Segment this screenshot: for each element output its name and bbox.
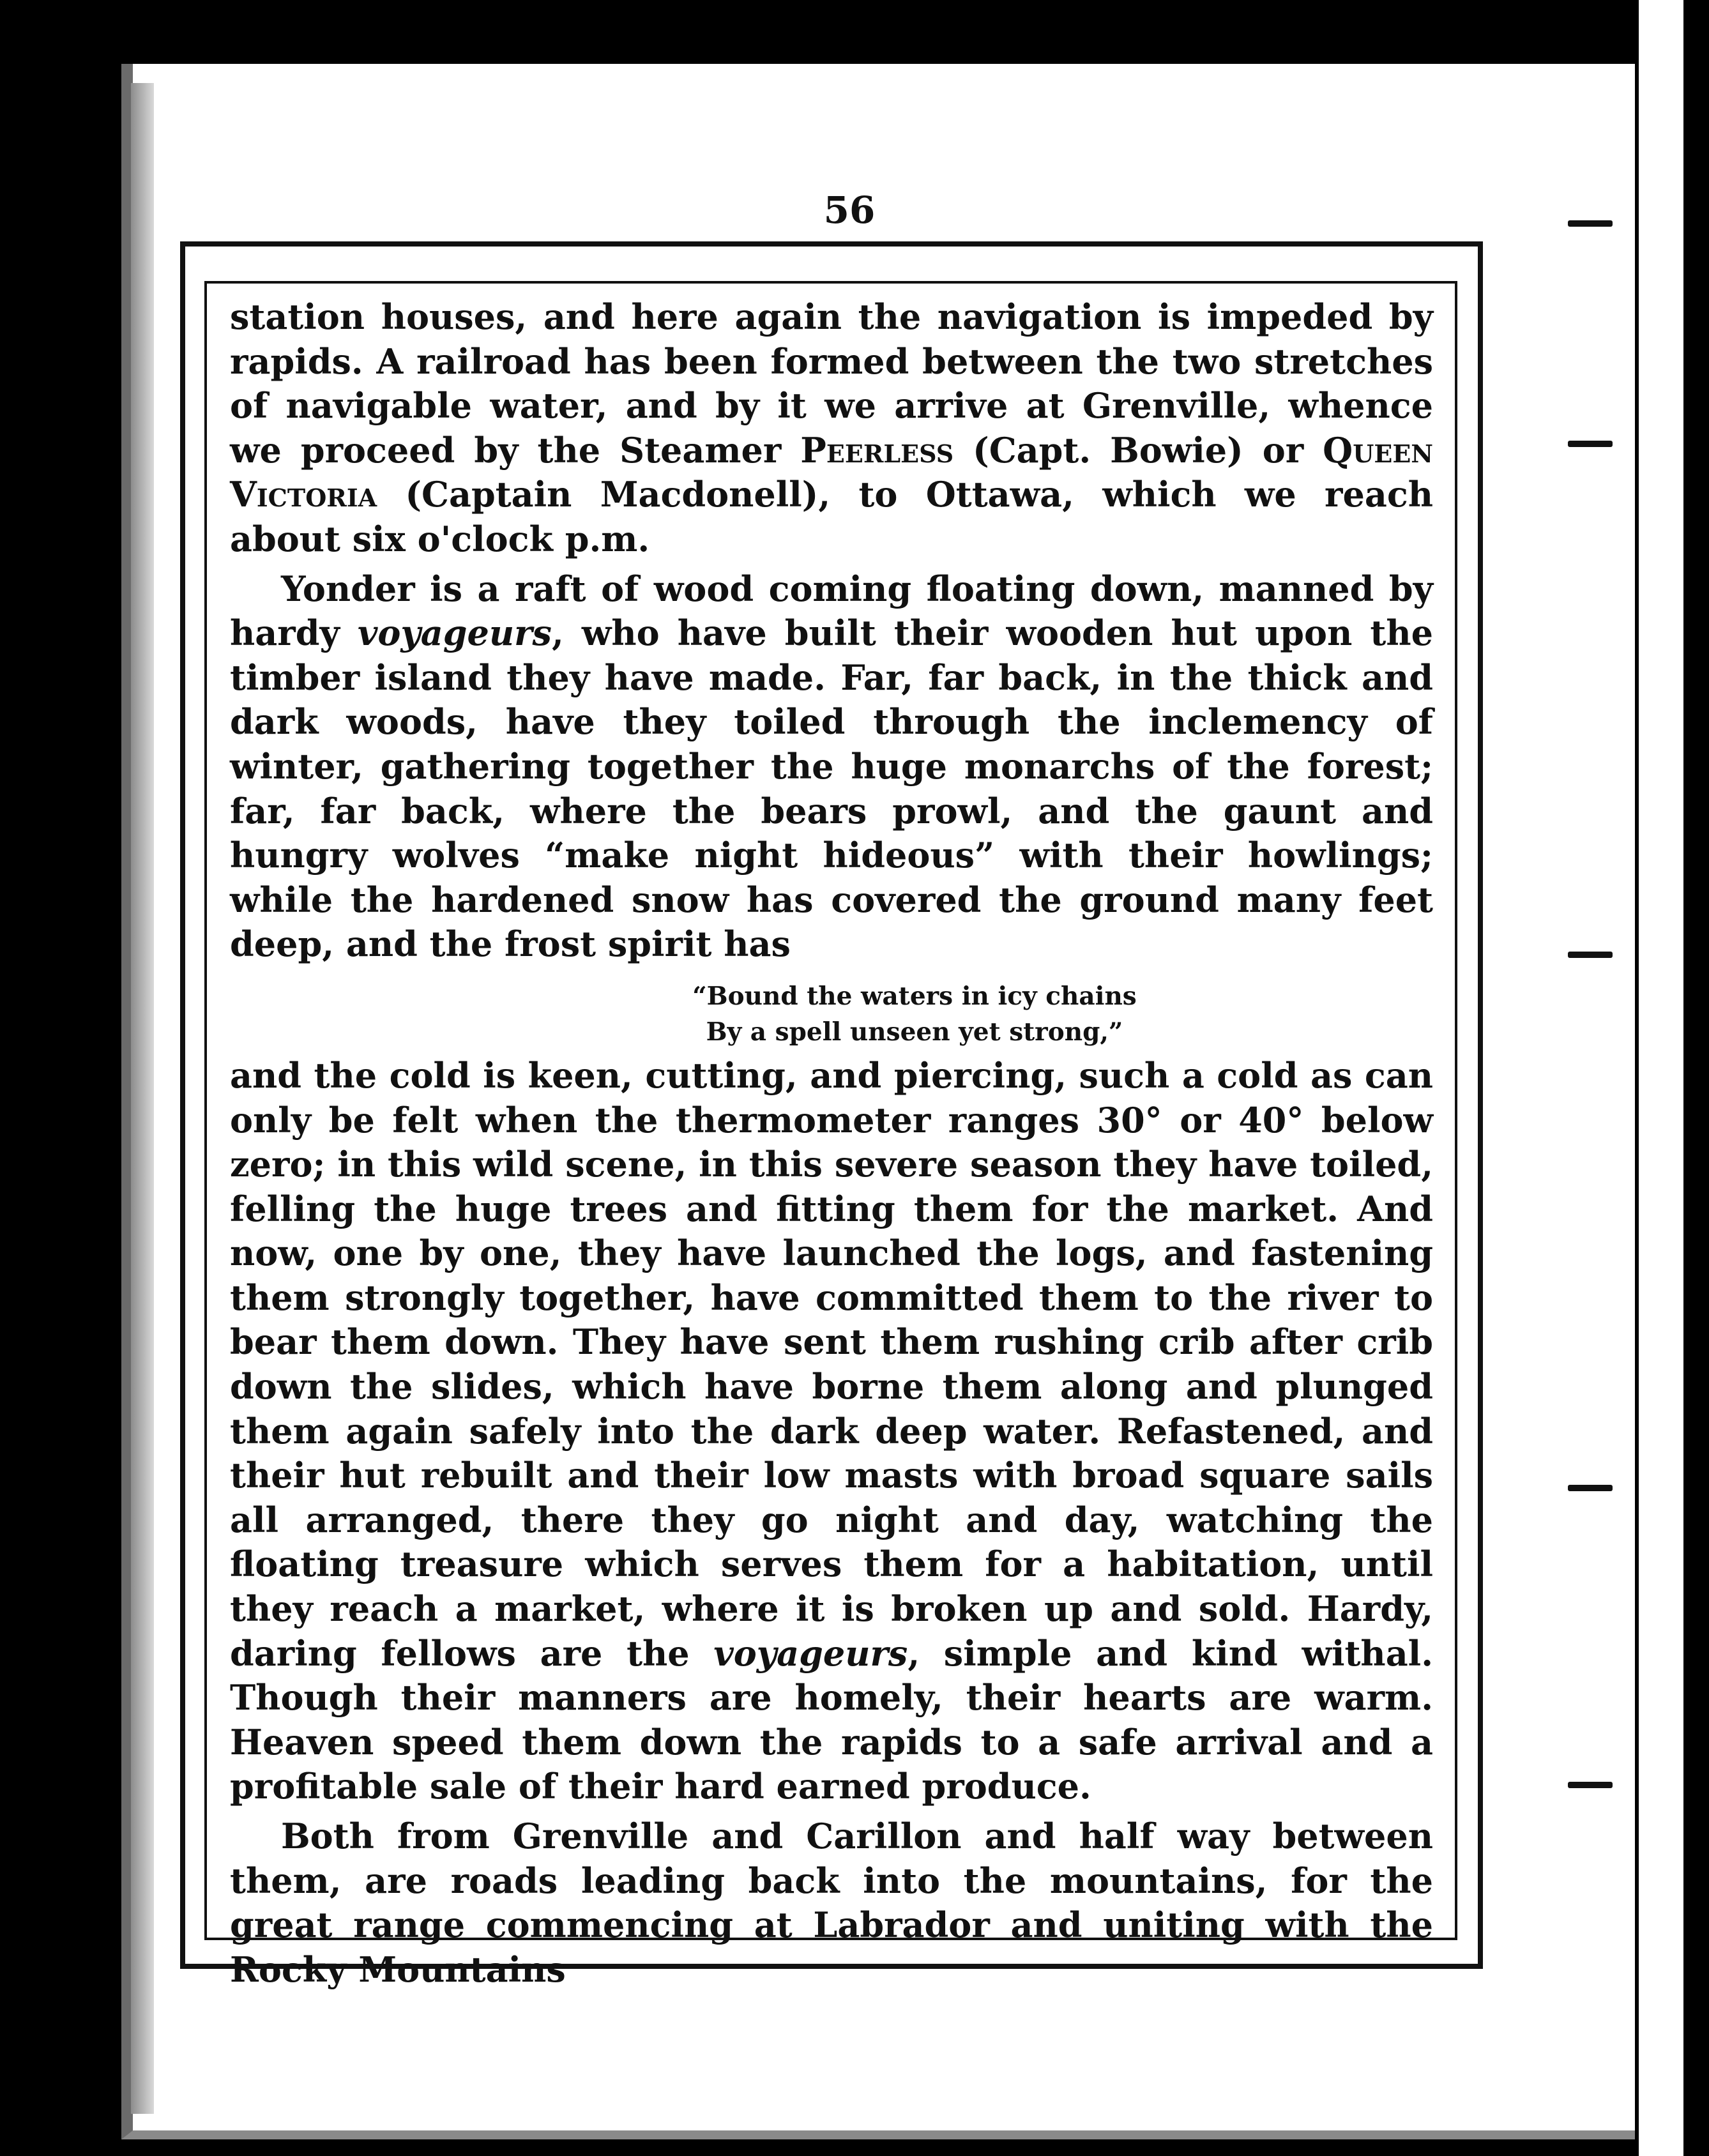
quote-line-2: By a spell unseen yet strong,” (706, 1017, 1123, 1047)
quote-line-1: “Bound the waters in icy chains (692, 981, 1137, 1011)
paragraph-4: Both from Grenville and Carillon and half way between them, are roads leading back into the mountains, for the great range commencing at Labrador and uniting with the Rocky Mountains (230, 1816, 1433, 1990)
margin-mark (1568, 1485, 1613, 1491)
body-text (230, 295, 1433, 1992)
verse-quotation (230, 978, 1433, 1050)
margin-mark (1568, 441, 1613, 447)
page-number: 56 (823, 188, 876, 232)
paragraph-1: station houses, and here again the navigation is impeded by rapids. A railroad has been formed between the two stretches of navigable water, and by it we arrive at Grenville, whence we proceed by the Steamer Peerless (Capt. Bowie) or Queen Victoria (Captain Macdonell), to Ottawa, which we reach about six o'clock p.m. (230, 296, 1434, 559)
paragraph-2: Yonder is a raft of wood coming floating down, manned by hardy voyageurs, who have built their wooden hut upon the timber island they have made. Far, far back, in the thick and dark woods, have they toiled through the inclemency of winter, gathering together the huge monarchs of the forest; far, far back, where the bears prowl, and the gaunt and hungry wolves “make night hideous” with their howlings; while the hardened snow has covered the ground many feet deep, and the frost spirit has (230, 568, 1433, 965)
ship-name-queen-victoria: Queen Victoria (230, 429, 1434, 515)
ship-name-peerless: Peerless (800, 429, 954, 471)
adjacent-page-edge (1635, 0, 1683, 2156)
paragraph-3: and the cold is keen, cutting, and piercing, such a cold as can only be felt when the thermometer ranges 30° or 40° below zero; in this wild scene, in this severe season they have toiled, felling the huge trees and fitting them for the market. And now, one by one, they have launched the logs, and fastening them strongly together, have committed them to the river to bear them down. They have sent them rushing crib after crib down the slides, which have borne them along and plunged them again safely into the dark deep water. Refastened, and their hut rebuilt and their low masts with broad square sails all arranged, there they go night and day, watching the floating treasure which serves them for a habitation, until they reach a market, where it is broken up and sold. Hardy, daring fellows are the voyageurs, simple and kind withal. Though their manners are homely, their hearts are warm. Heaven speed them down the rapids to a safe arrival and a profitable sale of their hard earned produce. (230, 1054, 1433, 1807)
margin-mark (1568, 952, 1613, 958)
margin-mark (1568, 220, 1613, 227)
inner-border-frame (204, 281, 1457, 1990)
page-gutter-shadow (131, 83, 154, 2114)
margin-mark (1568, 1782, 1613, 1788)
